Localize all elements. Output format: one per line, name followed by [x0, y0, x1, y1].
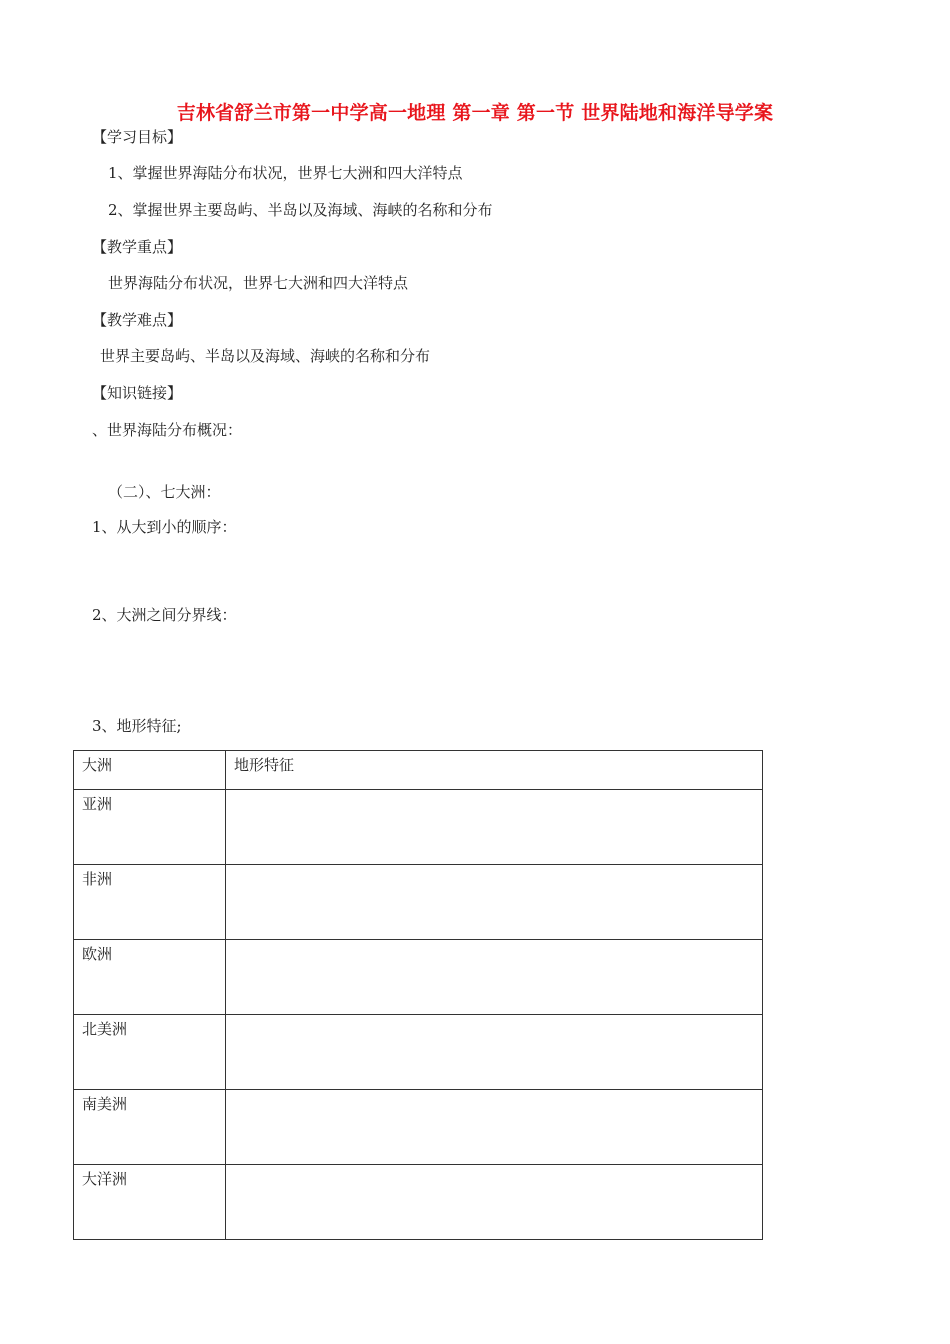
feature-cell	[226, 790, 763, 865]
objective-1: 1、掌握世界海陆分布状况，世界七大洲和四大洋特点	[108, 164, 463, 182]
table-row	[74, 790, 763, 865]
feature-cell	[226, 1015, 763, 1090]
seven-continents-heading: （二）、七大洲：	[108, 483, 221, 501]
table-row	[74, 865, 763, 940]
table-row	[74, 1015, 763, 1090]
overview-line: 、世界海陆分布概况：	[92, 421, 243, 439]
objective-2: 2、掌握世界主要岛屿、半岛以及海域、海峡的名称和分布	[108, 201, 493, 219]
page-title: 吉林省舒兰市第一中学高一地理 第一章 第一节 世界陆地和海洋导学案	[176, 102, 774, 124]
continent-cell: 欧洲	[74, 940, 226, 1015]
continent-cell: 大洋洲	[74, 1165, 226, 1240]
terrain-table	[73, 750, 763, 1240]
question-2: 2、大洲之间分界线：	[92, 606, 237, 624]
feature-cell	[226, 865, 763, 940]
continent-cell: 亚洲	[74, 790, 226, 865]
knowledge-heading: 【知识链接】	[92, 384, 183, 402]
table-row	[74, 940, 763, 1015]
key-points-heading: 【教学重点】	[92, 238, 183, 256]
continent-cell: 南美洲	[74, 1090, 226, 1165]
table-row	[74, 1165, 763, 1240]
key-points-text: 世界海陆分布状况，世界七大洲和四大洋特点	[108, 274, 409, 292]
continent-cell: 非洲	[74, 865, 226, 940]
continent-cell: 北美洲	[74, 1015, 226, 1090]
feature-cell	[226, 1090, 763, 1165]
header-continent: 大洲	[74, 751, 226, 790]
difficulties-heading: 【教学难点】	[92, 311, 183, 329]
table-header-row	[74, 751, 763, 790]
table-row	[74, 1090, 763, 1165]
question-1: 1、从大到小的顺序：	[92, 518, 237, 536]
difficulties-text: 世界主要岛屿、半岛以及海域、海峡的名称和分布	[100, 347, 431, 365]
objectives-heading: 【学习目标】	[92, 128, 183, 146]
header-terrain: 地形特征	[226, 751, 763, 790]
question-3: 3、地形特征;	[92, 717, 182, 735]
feature-cell	[226, 940, 763, 1015]
feature-cell	[226, 1165, 763, 1240]
